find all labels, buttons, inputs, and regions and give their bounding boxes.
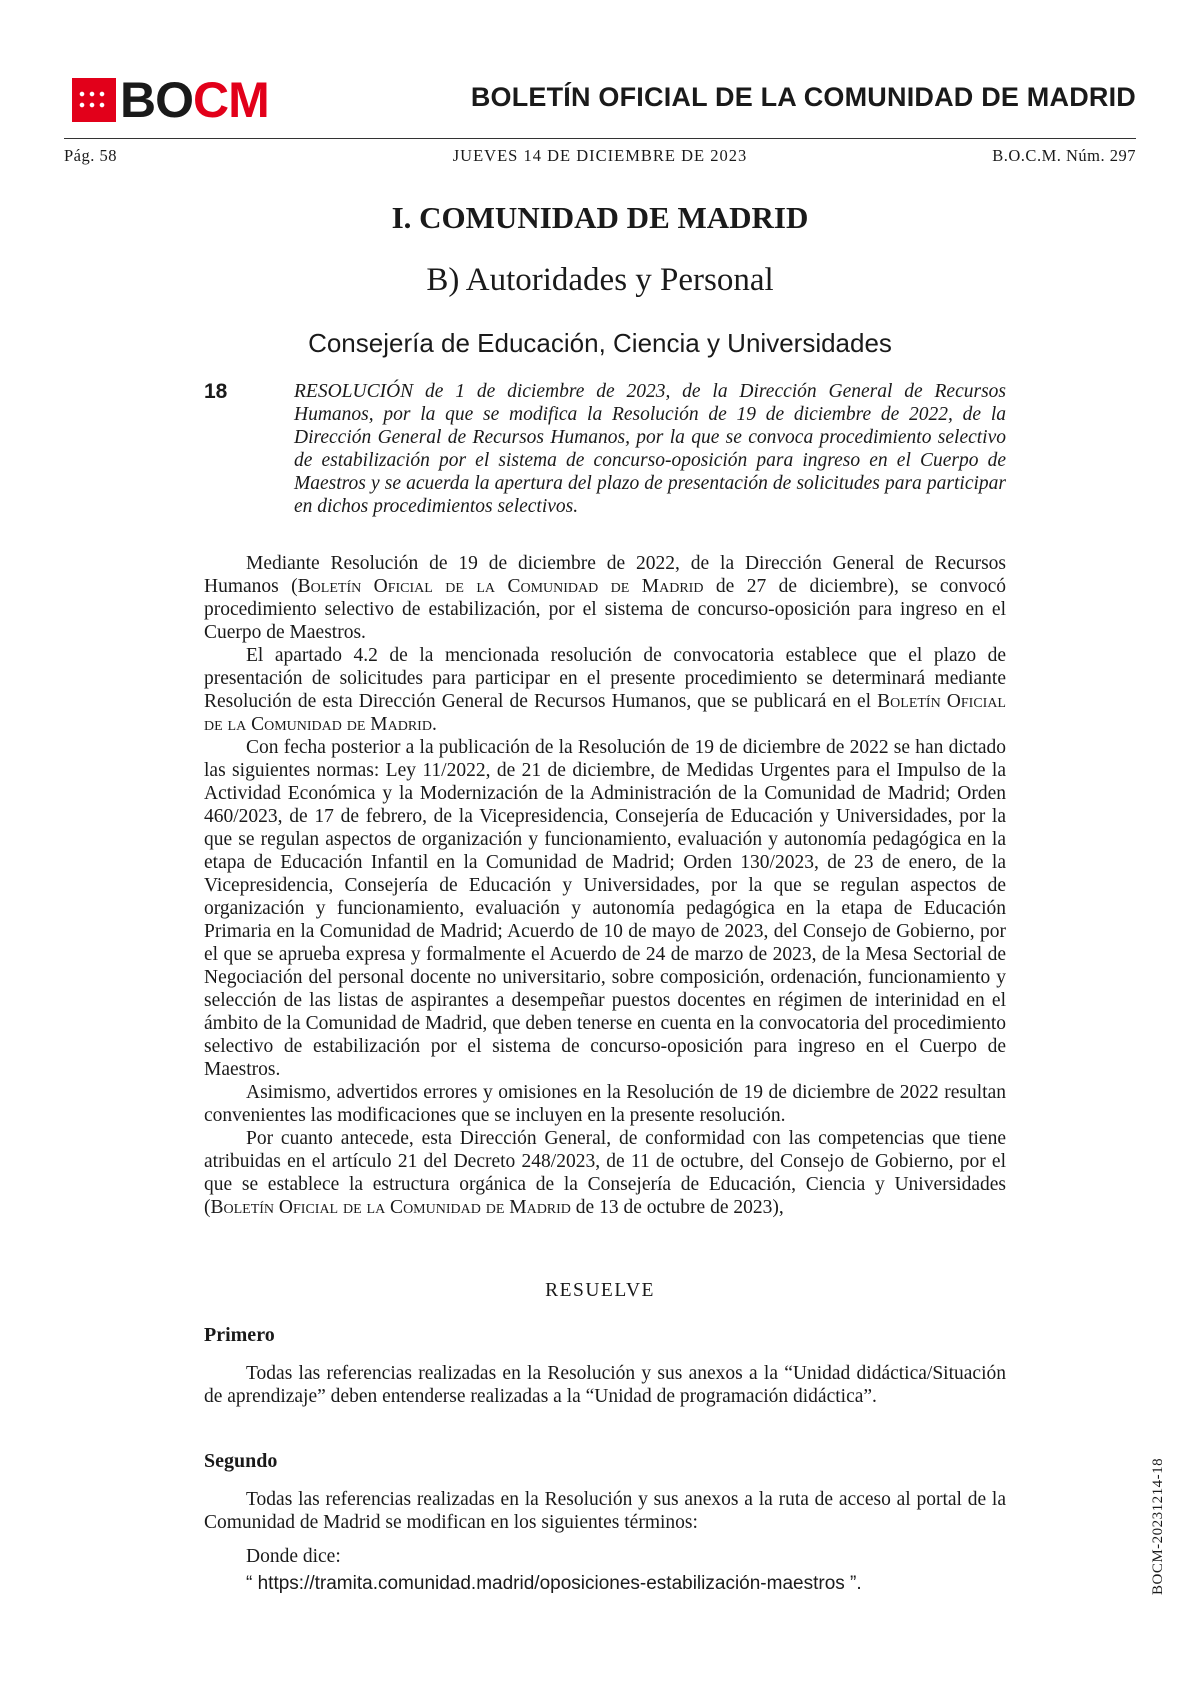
document-id: BOCM-20231214-18 [1150,1457,1166,1595]
paragraph: Asimismo, advertidos errores y omisiones en la Resolución de 19 de diciembre de 2022 resultan convenientes las modificaciones que se incluyen en la presente resolución. [204,1082,1006,1126]
issue-number: B.O.C.M. Núm. 297 [992,146,1136,165]
section-title: I. COMUNIDAD DE MADRID [391,200,809,235]
preamble [204,552,1006,1219]
header-rule [64,138,1136,139]
resuelve-heading: RESUELVE [545,1280,655,1301]
issue-date: JUEVES 14 DE DICIEMBRE DE 2023 [452,146,748,165]
section-subtitle: B) Autoridades y Personal [426,262,774,298]
paragraph: Mediante Resolución de 19 de diciembre de 2022, de la Dirección General de Recursos Humanos (Boletín Oficial de la Comunidad de Madrid de 27 de diciembre), se convocó procedimiento selectivo de estabilización, por el sistema de concurso-oposición para ingreso en el Cuerpo de Maestros. [204,553,1006,643]
paragraph: El apartado 4.2 de la mencionada resolución de convocatoria establece que el plazo de presentación de solicitudes para participar en el presente procedimiento se determinará mediante Resolución de esta Dirección General de Recursos Humanos, que se publicará en el Boletín Oficial de la Comunidad de Madrid. [204,645,1006,735]
article-heading-primero: Primero [204,1324,275,1346]
paragraph: Por cuanto antecede, esta Dirección General, de conformidad con las competencias que tiene atribuidas en el artículo 21 del Decreto 248/2023, de 11 de octubre, del Consejo de Gobierno, por el que se establece la estructura orgánica de la Consejería de Educación, Ciencia y Universidades (Boletín Oficial de la Comunidad de Madrid de 13 de octubre de 2023), [204,1128,1006,1218]
resolution-summary: RESOLUCIÓN de 1 de diciembre de 2023, de la Dirección General de Recursos Humanos, por la que se modifica la Resolución de 19 de diciembre de 2022, de la Dirección General de Recursos Humanos, por la que se convoca procedimiento selectivo de estabilización por el sistema de concurso-oposición para ingreso en el Cuerpo de Maestros y se acuerda la apertura del plazo de presentación de solicitudes para participar en dichos procedimientos selectivos. [294,381,1006,517]
article-heading-segundo: Segundo [204,1450,278,1472]
masthead-title: BOLETÍN OFICIAL DE LA COMUNIDAD DE MADRID [470,82,1136,112]
paragraph: Todas las referencias realizadas en la Resolución y sus anexos a la “Unidad didáctica/Situación de aprendizaje” deben entenderse realizadas a la “Unidad de programación didáctica”. [204,1363,1006,1407]
old-url: “ https://tramita.comunidad.madrid/oposiciones-estabilización-maestros ”. [246,1573,862,1594]
logo-text: BOCM [120,72,269,128]
page-number: Pág. 58 [64,146,117,165]
article-primero [204,1362,1006,1408]
madrid-stars-icon [72,78,116,122]
paragraph: Todas las referencias realizadas en la Resolución y sus anexos a la ruta de acceso al portal de la Comunidad de Madrid se modifican en los siguientes términos: [204,1489,1006,1533]
department-title: Consejería de Educación, Ciencia y Universidades [308,328,892,358]
donde-dice-label: Donde dice: [246,1546,341,1567]
bocm-logo [72,72,269,128]
paragraph: Con fecha posterior a la publicación de la Resolución de 19 de diciembre de 2022 se han dictado las siguientes normas: Ley 11/2022, de 21 de diciembre, de Medidas Urgentes para el Impulso de la Actividad Económica y la Modernización de la Administración de la Comunidad de Madrid; Orden 460/2023, de 17 de febrero, de la Vicepresidencia, Consejería de Educación y Universidades, por la que se regulan aspectos de organización y funcionamiento, evaluación y autonomía pedagógica en la etapa de Educación Infantil en la Comunidad de Madrid; Orden 130/2023, de 23 de enero, de la Vicepresidencia, Consejería de Educación y Universidades, por la que se regulan aspectos de organización y funcionamiento, evaluación y autonomía pedagógica en la etapa de Educación Primaria en la Comunidad de Madrid; Acuerdo de 10 de mayo de 2023, del Consejo de Gobierno, por el que se aprueba expresa y formalmente el Acuerdo de 24 de marzo de 2023, de la Mesa Sectorial de Negociación del personal docente no universitario, sobre composición, ordenación, funcionamiento y selección de las listas de aspirantes a desempeñar puestos docentes en régimen de interinidad en el ámbito de la Comunidad de Madrid, que deben tenerse en cuenta en la convocatoria del procedimiento selectivo de estabilización por el sistema de concurso-oposición para ingreso en el Cuerpo de Maestros. [204,737,1006,1080]
entry-number: 18 [204,380,228,403]
article-segundo [204,1488,1006,1534]
